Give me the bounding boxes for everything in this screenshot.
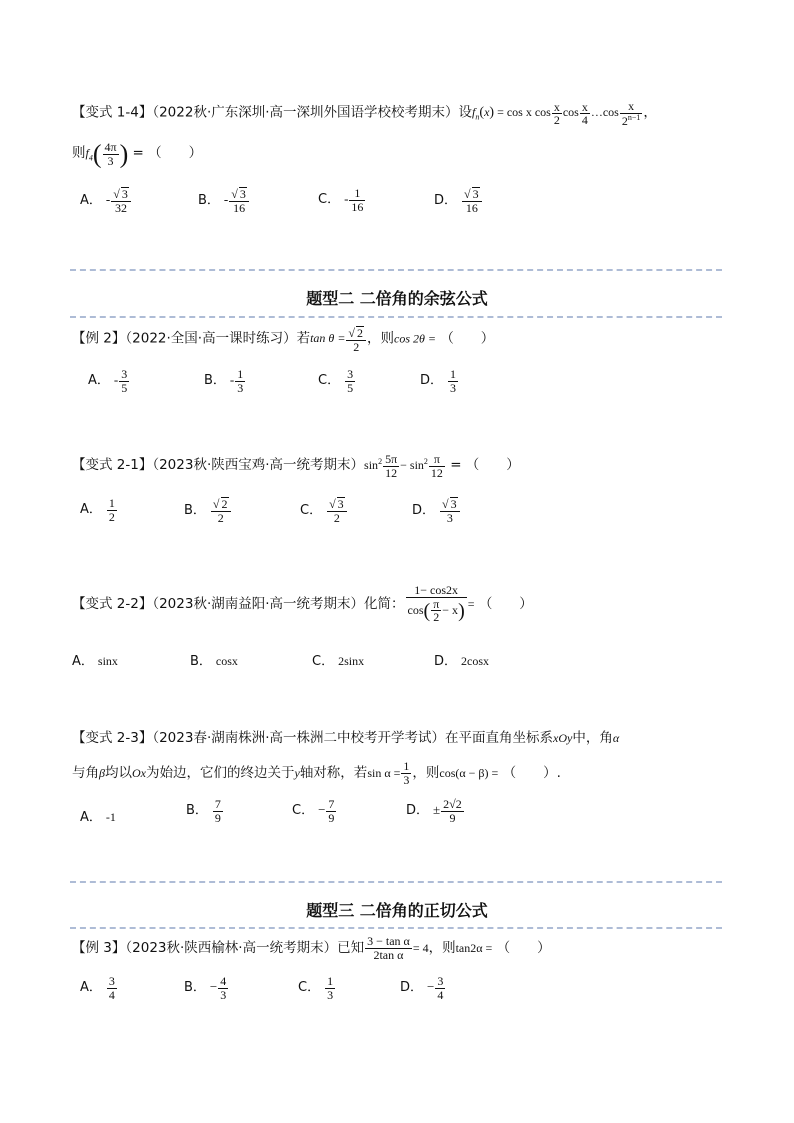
question-tag: 【变式 1-4】 bbox=[72, 104, 153, 121]
section-title: 题型三 二倍角的正切公式 bbox=[306, 901, 488, 920]
question-tag: 【变式 2-3】 bbox=[72, 730, 153, 746]
option-a[interactable]: A． -1 bbox=[80, 810, 116, 825]
question-2-2: 【变式 2-2】（2023秋·湖南益阳·高一统考期末）化简： 1− cos2x cos( $\frac{\pi}{2}$ − x) = （ ） bbox=[72, 583, 533, 625]
question-source: （2023秋·湖南益阳·高一统考期末） bbox=[152, 595, 365, 612]
question-tag: 【变式 2-2】 bbox=[72, 595, 153, 612]
question-tag: 【变式 2-1】 bbox=[72, 457, 153, 473]
option-a[interactable]: A． $\frac{1}{2}$ bbox=[80, 496, 115, 524]
question-tag: 【例 3】 bbox=[72, 940, 126, 957]
section-title: 题型二 二倍角的余弦公式 bbox=[306, 289, 488, 308]
option-a[interactable]: A． sinx bbox=[72, 654, 118, 669]
option-a[interactable]: A． - $\frac{3}{5}$ bbox=[88, 367, 128, 395]
option-c[interactable]: C． $\frac{3}{5}$ bbox=[318, 367, 354, 395]
question-2-3: 【变式 2-3】（2023春·湖南株洲·高一株洲二中校考开学考试）在平面直角坐标系xOy中，角α bbox=[72, 730, 620, 746]
question-tag: 【例 2】 bbox=[72, 330, 126, 347]
option-b[interactable]: B． − $\frac{4}{3}$ bbox=[184, 974, 227, 1002]
question-source: （2023秋·陕西宝鸡·高一统考期末） bbox=[152, 457, 365, 473]
option-c[interactable]: C． 2sinx bbox=[312, 654, 365, 669]
question-2-3-line2: 与角β均以Ox为始边，它们的终边关于y轴对称，若sin α = $\frac{1}{3}$ ，则cos(α − β) = （ ）. bbox=[72, 759, 561, 787]
question-1-4-line2: 则$f_4$( $\frac{4\pi}{3}$ ) = （ ） bbox=[72, 139, 203, 169]
option-b[interactable]: B． $\frac{√ 2}{2}$ bbox=[184, 497, 232, 524]
option-b[interactable]: B． cosx bbox=[190, 654, 238, 669]
option-b[interactable]: B． - $\frac{√ 3}{16}$ bbox=[198, 187, 250, 214]
option-a[interactable]: A． - $\frac{√ 3}{32}$ bbox=[80, 187, 132, 214]
question-1-4: 【变式 1-4】（2022秋·广东深圳·高一深圳外国语学校校考期末）设$f_n(x) = \cos x$ cos $\frac{x}{2}$ cos $\frac{x}{4}$ …cos $\frac{x}{2^{n-1}}$ ， bbox=[72, 99, 657, 128]
option-c[interactable]: C． - $\frac{1}{16}$ bbox=[318, 186, 364, 214]
question-2-1: 【变式 2-1】（2023秋·陕西宝鸡·高一统考期末）$\sin^2$ $\frac{5\pi}{12}$ − $\sin^2$ $\frac{\pi}{12}$ = （ ） bbox=[72, 452, 520, 480]
section-divider bbox=[70, 269, 722, 271]
option-c[interactable]: C． $\frac{1}{3}$ bbox=[298, 974, 334, 1002]
option-a[interactable]: A． $\frac{3}{4}$ bbox=[80, 974, 115, 1002]
question-source: （2022秋·广东深圳·高一深圳外国语学校校考期末） bbox=[152, 104, 459, 121]
option-c[interactable]: C． $\frac{√ 3}{2}$ bbox=[300, 497, 348, 524]
section-divider bbox=[70, 927, 722, 929]
question-example-3: 【例 3】（2023秋·陕西榆林·高一统考期末）已知 $\frac{\text{3 − tan α}}{\text{2tan α}}$ = 4，则tan2α = （ ） bbox=[72, 934, 551, 962]
question-source: （2023春·湖南株洲·高一株洲二中校考开学考试） bbox=[152, 730, 446, 746]
option-b[interactable]: B． $\frac{7}{9}$ bbox=[186, 797, 221, 825]
section-divider bbox=[70, 316, 722, 318]
question-source: （2023秋·陕西榆林·高一统考期末） bbox=[125, 940, 338, 957]
option-d[interactable]: D． 2cosx bbox=[434, 654, 490, 669]
option-d[interactable]: D． − $\frac{3}{4}$ bbox=[400, 974, 444, 1002]
option-d[interactable]: D． $\frac{√ 3}{3}$ bbox=[412, 497, 461, 524]
question-example-2: 【例 2】（2022·全国·高一课时练习）若tan θ = $\frac{√ 2}{2}$ ，则cos 2θ = （ ） bbox=[72, 326, 495, 354]
option-d[interactable]: D． $\frac{1}{3}$ bbox=[420, 367, 457, 395]
question-source: （2022·全国·高一课时练习） bbox=[125, 330, 297, 347]
section-divider bbox=[70, 881, 722, 883]
option-d[interactable]: D． ± $\frac{2√2}{9}$ bbox=[406, 797, 462, 825]
option-b[interactable]: B． - $\frac{1}{3}$ bbox=[204, 367, 244, 395]
option-c[interactable]: C． − $\frac{7}{9}$ bbox=[292, 797, 335, 825]
option-d[interactable]: D． $\frac{√ 3}{16}$ bbox=[434, 187, 483, 214]
